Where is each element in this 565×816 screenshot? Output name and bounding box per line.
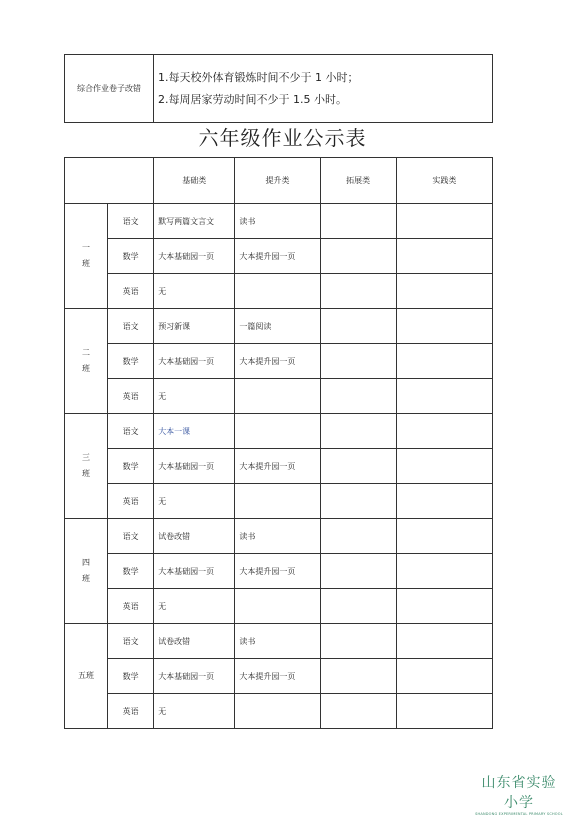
basic-cell: 预习新课 — [154, 309, 235, 344]
extension-cell — [320, 274, 396, 309]
basic-cell: 无 — [154, 379, 235, 414]
extension-cell — [320, 589, 396, 624]
extension-cell — [320, 519, 396, 554]
table-row — [65, 624, 493, 659]
advanced-cell — [235, 589, 320, 624]
table-row — [65, 449, 493, 484]
practice-cell — [396, 519, 492, 554]
extension-cell — [320, 554, 396, 589]
basic-cell: 默写两篇文言文 — [154, 204, 235, 239]
subject-cell: 英语 — [108, 274, 154, 309]
school-logo-name: 山东省实验小学 — [481, 775, 557, 811]
basic-cell: 试卷改错 — [154, 519, 235, 554]
table-row — [65, 274, 493, 309]
class-name-a: 四 — [82, 558, 91, 567]
advanced-cell — [235, 414, 320, 449]
class-name-a: 一 — [82, 243, 91, 252]
class-name-cell — [65, 414, 108, 519]
advanced-cell — [235, 274, 320, 309]
basic-cell: 大本基础园一页 — [154, 659, 235, 694]
summary-line-2: 2.每周居家劳动时间不少于 1.5 小时。 — [158, 92, 347, 106]
class-name-b: 班 — [82, 364, 91, 373]
basic-cell: 大本基础园一页 — [154, 239, 235, 274]
subject-cell: 数学 — [108, 344, 154, 379]
practice-cell — [396, 309, 492, 344]
advanced-cell: 大本提升园一页 — [235, 344, 320, 379]
practice-cell — [396, 379, 492, 414]
advanced-cell: 大本提升园一页 — [235, 449, 320, 484]
table-row — [65, 379, 493, 414]
table-row — [65, 554, 493, 589]
class-name-cell — [65, 309, 108, 414]
basic-cell: 无 — [154, 484, 235, 519]
header-row — [65, 158, 493, 204]
subject-cell: 数学 — [108, 659, 154, 694]
basic-cell: 大本基础园一页 — [154, 344, 235, 379]
advanced-cell: 大本提升园一页 — [235, 554, 320, 589]
table-row — [65, 519, 493, 554]
basic-cell: 试卷改错 — [154, 624, 235, 659]
basic-cell: 无 — [154, 274, 235, 309]
basic-cell: 大本基础园一页 — [154, 449, 235, 484]
subject-cell: 语文 — [108, 414, 154, 449]
class-name-cell — [65, 624, 108, 729]
table-row — [65, 344, 493, 379]
practice-cell — [396, 414, 492, 449]
basic-cell: 大本一课 — [154, 414, 235, 449]
subject-cell: 英语 — [108, 379, 154, 414]
class-name-a: 三 — [82, 453, 91, 462]
extension-cell — [320, 239, 396, 274]
class-name-a: 五班 — [78, 671, 95, 680]
page-title: 六年级作业公示表 — [198, 126, 367, 150]
class-name-b: 班 — [82, 469, 91, 478]
advanced-cell: 一篇阅读 — [235, 309, 320, 344]
extension-cell — [320, 344, 396, 379]
summary-table — [64, 54, 493, 123]
subject-cell: 英语 — [108, 694, 154, 729]
class-name-b: 班 — [82, 574, 91, 583]
class-name-b: 班 — [82, 259, 91, 268]
advanced-cell: 读书 — [235, 204, 320, 239]
class-name-cell — [65, 204, 108, 309]
advanced-cell — [235, 379, 320, 414]
subject-cell: 英语 — [108, 484, 154, 519]
extension-cell — [320, 624, 396, 659]
practice-cell — [396, 484, 492, 519]
practice-cell — [396, 624, 492, 659]
practice-cell — [396, 449, 492, 484]
basic-cell: 大本基础园一页 — [154, 554, 235, 589]
subject-cell: 语文 — [108, 309, 154, 344]
advanced-cell — [235, 694, 320, 729]
subject-cell: 英语 — [108, 589, 154, 624]
advanced-cell — [235, 484, 320, 519]
subject-cell: 数学 — [108, 554, 154, 589]
header-basic: 基础类 — [154, 158, 235, 204]
homework-table — [64, 157, 493, 729]
subject-cell: 数学 — [108, 239, 154, 274]
table-row — [65, 589, 493, 624]
table-row — [65, 414, 493, 449]
extension-cell — [320, 204, 396, 239]
practice-cell — [396, 204, 492, 239]
school-logo-english: SHANDONG EXPERIMENTAL PRIMARY SCHOOL — [475, 812, 563, 816]
extension-cell — [320, 414, 396, 449]
school-logo — [475, 772, 563, 816]
practice-cell — [396, 694, 492, 729]
summary-line-1: 1.每天校外体育锻炼时间不少于 1 小时； — [158, 70, 359, 84]
table-row — [65, 484, 493, 519]
header-corner — [65, 158, 154, 204]
header-advanced: 提升类 — [235, 158, 320, 204]
subject-cell: 语文 — [108, 624, 154, 659]
summary-label: 综合作业卷子改错 — [65, 55, 154, 123]
table-row — [65, 204, 493, 239]
header-practice: 实践类 — [396, 158, 492, 204]
table-row — [65, 309, 493, 344]
extension-cell — [320, 449, 396, 484]
extension-cell — [320, 379, 396, 414]
extension-cell — [320, 484, 396, 519]
subject-cell: 语文 — [108, 519, 154, 554]
basic-cell: 无 — [154, 589, 235, 624]
practice-cell — [396, 554, 492, 589]
advanced-cell: 读书 — [235, 519, 320, 554]
practice-cell — [396, 589, 492, 624]
table-row — [65, 694, 493, 729]
subject-cell: 语文 — [108, 204, 154, 239]
extension-cell — [320, 309, 396, 344]
advanced-cell: 读书 — [235, 624, 320, 659]
practice-cell — [396, 274, 492, 309]
practice-cell — [396, 239, 492, 274]
table-row — [65, 659, 493, 694]
summary-text — [154, 55, 493, 123]
class-name-a: 二 — [82, 348, 91, 357]
table-row — [65, 239, 493, 274]
practice-cell — [396, 659, 492, 694]
advanced-cell: 大本提升园一页 — [235, 239, 320, 274]
extension-cell — [320, 694, 396, 729]
practice-cell — [396, 344, 492, 379]
header-extension: 拓展类 — [320, 158, 396, 204]
class-name-cell — [65, 519, 108, 624]
subject-cell: 数学 — [108, 449, 154, 484]
extension-cell — [320, 659, 396, 694]
advanced-cell: 大本提升园一页 — [235, 659, 320, 694]
basic-cell: 无 — [154, 694, 235, 729]
